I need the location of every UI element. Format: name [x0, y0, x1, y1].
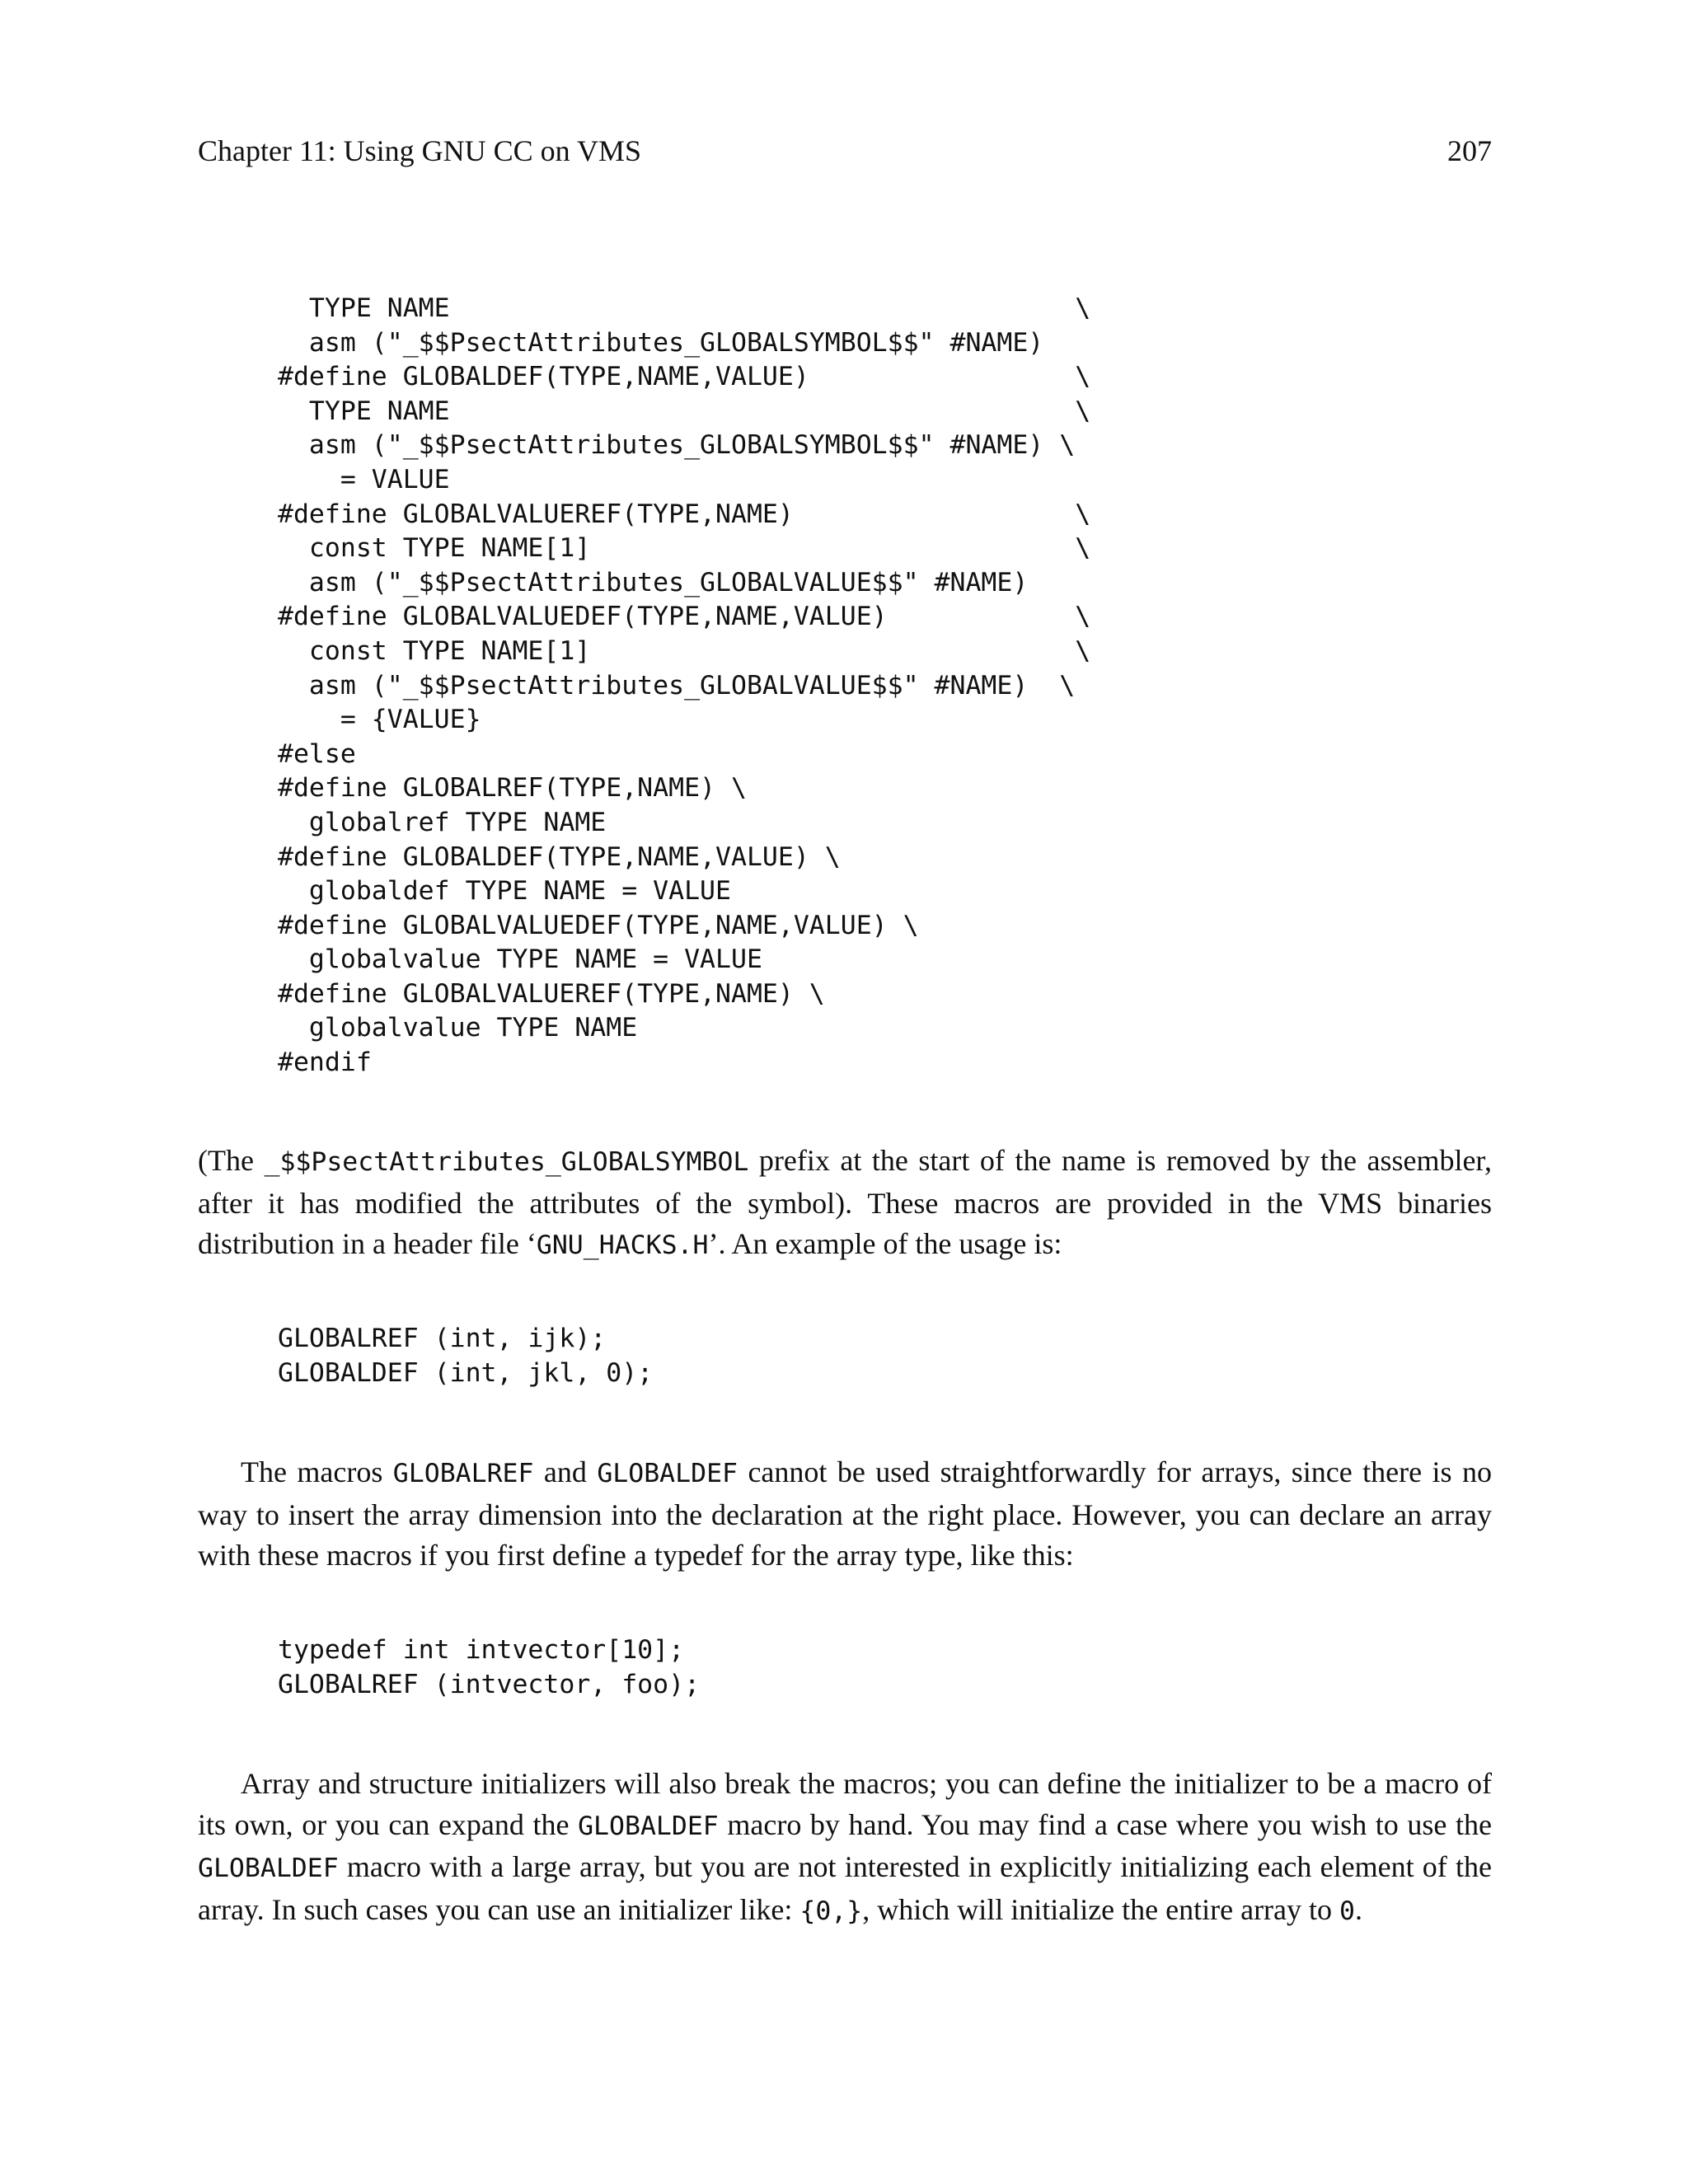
inline-code: GLOBALDEF: [597, 1459, 738, 1488]
code-line: typedef int intvector[10];: [278, 1635, 685, 1665]
page-number: 207: [1447, 134, 1492, 167]
code-line: #define GLOBALVALUEDEF(TYPE,NAME,VALUE) \: [278, 602, 1091, 632]
code-line: asm ("_$$PsectAttributes_GLOBALVALUE$$" #NAME): [278, 567, 1029, 598]
code-line: const TYPE NAME[1] \: [278, 533, 1091, 564]
code-line: globaldef TYPE NAME = VALUE: [278, 876, 731, 907]
code-block-macros: [278, 292, 1090, 1080]
paragraph-text: prefix at the start of the name is removed by the assembler, after it has modified the attributes of the symbol). These macros are provided in the VMS binaries distribution in a header file ‘: [198, 1144, 1492, 1261]
paragraph-text: .: [1355, 1892, 1362, 1926]
code-line: asm ("_$$PsectAttributes_GLOBALSYMBOL$$" #NAME): [278, 327, 1044, 358]
code-line: TYPE NAME \: [278, 396, 1091, 426]
paragraph-text: macro with a large array, but you are not interested in explicitly initializing each element of the array. In such cases you can use an initializer like:: [198, 1850, 1492, 1926]
code-line: globalvalue TYPE NAME: [278, 1013, 638, 1043]
paragraph-text: macro by hand. You may find a case where you wish to use the: [718, 1807, 1492, 1841]
code-line: = VALUE: [278, 464, 450, 494]
paragraph-text: (The: [198, 1144, 265, 1177]
inline-code: {0,}: [799, 1896, 863, 1926]
code-line: GLOBALREF (int, ijk);: [278, 1324, 607, 1353]
code-line: #define GLOBALREF(TYPE,NAME) \: [278, 773, 747, 804]
code-block-typedef-example: [278, 1633, 700, 1702]
inline-code: 0: [1339, 1896, 1355, 1926]
code-line: asm ("_$$PsectAttributes_GLOBALSYMBOL$$" #NAME) \: [278, 430, 1076, 461]
code-line: GLOBALREF (intvector, foo);: [278, 1669, 701, 1699]
code-line: #else: [278, 738, 356, 769]
paragraph-text: cannot be used straightforwardly for arrays, since there is no way to insert the array dimension into the declaration at the right place. However, you can declare an array with these macros if you first define a typedef for the array type, like this:: [198, 1455, 1493, 1572]
inline-code: GLOBALDEF: [578, 1811, 719, 1841]
code-line: TYPE NAME \: [278, 293, 1091, 323]
code-line: #define GLOBALDEF(TYPE,NAME,VALUE) \: [278, 841, 841, 872]
chapter-title: Chapter 11: Using GNU CC on VMS: [198, 134, 642, 167]
code-line: #define GLOBALVALUEREF(TYPE,NAME) \: [278, 499, 1091, 529]
paragraph-text: , which will initialize the entire array to: [862, 1892, 1340, 1926]
inline-code: GLOBALDEF: [198, 1854, 339, 1884]
inline-code: _$$PsectAttributes_GLOBALSYMBOL: [264, 1147, 749, 1177]
code-line: GLOBALDEF (int, jkl, 0);: [278, 1357, 654, 1388]
inline-code: GNU_HACKS.H: [536, 1230, 709, 1261]
paragraph-text: and: [533, 1455, 598, 1488]
inline-code: GLOBALREF: [392, 1459, 534, 1488]
code-line: globalvalue TYPE NAME = VALUE: [278, 944, 762, 975]
code-line: globalref TYPE NAME: [278, 807, 607, 837]
code-line: #define GLOBALVALUEREF(TYPE,NAME) \: [278, 978, 825, 1009]
paragraph-initializers: [198, 1764, 1492, 1932]
paragraph-text: ’. An example of the usage is:: [708, 1227, 1062, 1261]
code-line: #endif: [278, 1047, 372, 1078]
paragraph-text: Array and structure initializers will also break the macros; you can define the initializer to be a macro of its own, or you can expand the: [198, 1767, 1492, 1841]
paragraph-text: The macros: [241, 1455, 393, 1488]
code-line: #define GLOBALDEF(TYPE,NAME,VALUE) \: [278, 362, 1091, 392]
code-line: #define GLOBALVALUEDEF(TYPE,NAME,VALUE) \: [278, 910, 919, 940]
code-line: const TYPE NAME[1] \: [278, 635, 1091, 666]
code-line: asm ("_$$PsectAttributes_GLOBALVALUE$$" #NAME) \: [278, 670, 1076, 701]
paragraph-assembler-prefix: [198, 1141, 1492, 1267]
code-block-usage-example: [278, 1322, 653, 1390]
running-header: [198, 130, 1492, 171]
paragraph-arrays: [198, 1452, 1492, 1577]
code-line: = {VALUE}: [278, 705, 481, 735]
